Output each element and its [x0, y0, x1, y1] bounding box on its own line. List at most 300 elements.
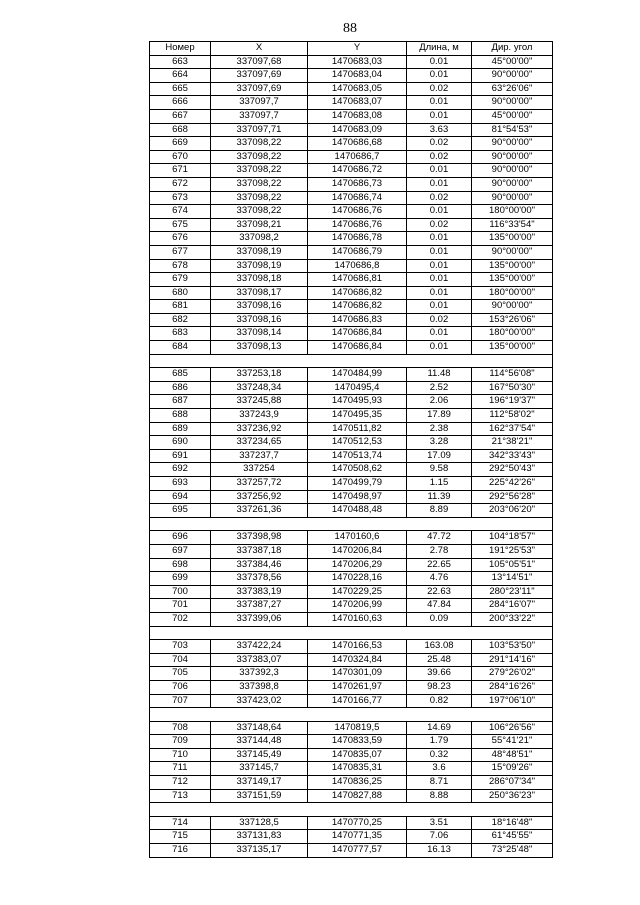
angle-cell: 103°53'50" — [472, 640, 553, 654]
x-cell: 337257,72 — [211, 477, 308, 491]
angle-cell: 191°25'53" — [472, 544, 553, 558]
point-number-cell: 670 — [150, 150, 211, 164]
point-number-cell: 672 — [150, 177, 211, 191]
point-number-cell: 666 — [150, 96, 211, 110]
point-number-cell: 685 — [150, 368, 211, 382]
point-number-cell: 689 — [150, 422, 211, 436]
x-cell: 337128,5 — [211, 816, 308, 830]
length-cell: 3.63 — [407, 123, 472, 137]
length-cell: 0.01 — [407, 205, 472, 219]
table-row — [150, 667, 553, 681]
point-number-cell: 679 — [150, 273, 211, 287]
y-cell: 1470686,76 — [308, 205, 407, 219]
length-cell: 0.02 — [407, 82, 472, 96]
table-row — [150, 844, 553, 858]
point-number-cell: 713 — [150, 789, 211, 803]
length-cell: 0.01 — [407, 341, 472, 355]
table-row — [150, 776, 553, 790]
header-number: Номер — [150, 42, 211, 56]
table-row — [150, 816, 553, 830]
angle-cell: 284°16'07" — [472, 599, 553, 613]
x-cell: 337098,22 — [211, 137, 308, 151]
y-cell: 1470835,07 — [308, 748, 407, 762]
table-row — [150, 789, 553, 803]
table-row — [150, 368, 553, 382]
point-number-cell: 671 — [150, 164, 211, 178]
angle-cell: 292°50'43" — [472, 463, 553, 477]
y-cell: 1470770,25 — [308, 816, 407, 830]
x-cell: 337098,17 — [211, 286, 308, 300]
x-cell: 337097,69 — [211, 69, 308, 83]
group-separator-row — [150, 708, 553, 722]
point-number-cell: 684 — [150, 341, 211, 355]
table-row — [150, 612, 553, 626]
y-cell: 1470686,76 — [308, 218, 407, 232]
angle-cell: 153°26'06" — [472, 313, 553, 327]
x-cell: 337387,18 — [211, 544, 308, 558]
angle-cell: 291°14'16" — [472, 653, 553, 667]
x-cell: 337098,21 — [211, 218, 308, 232]
group-separator-row — [150, 626, 553, 640]
point-number-cell: 715 — [150, 830, 211, 844]
y-cell: 1470498,97 — [308, 490, 407, 504]
angle-cell: 135°00'00" — [472, 259, 553, 273]
table-row — [150, 558, 553, 572]
group-separator-row — [150, 354, 553, 368]
x-cell: 337145,7 — [211, 762, 308, 776]
y-cell: 1470324,84 — [308, 653, 407, 667]
table-row — [150, 585, 553, 599]
angle-cell: 114°56'08" — [472, 368, 553, 382]
table-row — [150, 232, 553, 246]
angle-cell: 90°00'00" — [472, 137, 553, 151]
x-cell: 337097,69 — [211, 82, 308, 96]
angle-cell: 73°25'48" — [472, 844, 553, 858]
x-cell: 337399,06 — [211, 612, 308, 626]
table-row — [150, 150, 553, 164]
angle-cell: 180°00'00" — [472, 205, 553, 219]
x-cell: 337098,13 — [211, 341, 308, 355]
x-cell: 337135,17 — [211, 844, 308, 858]
point-number-cell: 694 — [150, 490, 211, 504]
x-cell: 337131,83 — [211, 830, 308, 844]
y-cell: 1470777,57 — [308, 844, 407, 858]
point-number-cell: 703 — [150, 640, 211, 654]
y-cell: 1470484,99 — [308, 368, 407, 382]
y-cell: 1470513,74 — [308, 449, 407, 463]
point-number-cell: 691 — [150, 449, 211, 463]
table-row — [150, 721, 553, 735]
length-cell: 0.02 — [407, 313, 472, 327]
length-cell: 17.89 — [407, 409, 472, 423]
point-number-cell: 695 — [150, 504, 211, 518]
table-row — [150, 96, 553, 110]
y-cell: 1470686,84 — [308, 341, 407, 355]
y-cell: 1470206,84 — [308, 544, 407, 558]
length-cell: 8.88 — [407, 789, 472, 803]
length-cell: 0.01 — [407, 327, 472, 341]
table-row — [150, 409, 553, 423]
table-row — [150, 341, 553, 355]
angle-cell: 203°06'20" — [472, 504, 553, 518]
x-cell: 337398,98 — [211, 531, 308, 545]
angle-cell: 284°16'26" — [472, 680, 553, 694]
point-number-cell: 701 — [150, 599, 211, 613]
table-row — [150, 504, 553, 518]
table-row — [150, 286, 553, 300]
angle-cell: 90°00'00" — [472, 245, 553, 259]
group-separator-row — [150, 803, 553, 817]
table-row — [150, 69, 553, 83]
angle-cell: 104°18'57" — [472, 531, 553, 545]
point-number-cell: 675 — [150, 218, 211, 232]
angle-cell: 61°45'55" — [472, 830, 553, 844]
angle-cell: 167°50'30" — [472, 381, 553, 395]
length-cell: 8.89 — [407, 504, 472, 518]
table-row — [150, 449, 553, 463]
x-cell: 337392,3 — [211, 667, 308, 681]
x-cell: 337256,92 — [211, 490, 308, 504]
angle-cell: 45°00'00" — [472, 109, 553, 123]
length-cell: 0.01 — [407, 55, 472, 69]
length-cell: 16.13 — [407, 844, 472, 858]
length-cell: 2.38 — [407, 422, 472, 436]
length-cell: 9.58 — [407, 463, 472, 477]
y-cell: 1470228,16 — [308, 572, 407, 586]
y-cell: 1470499,79 — [308, 477, 407, 491]
point-number-cell: 700 — [150, 585, 211, 599]
table-row — [150, 381, 553, 395]
x-cell: 337098,19 — [211, 259, 308, 273]
x-cell: 337422,24 — [211, 640, 308, 654]
angle-cell: 180°00'00" — [472, 286, 553, 300]
length-cell: 11.48 — [407, 368, 472, 382]
y-cell: 1470229,25 — [308, 585, 407, 599]
y-cell: 1470495,93 — [308, 395, 407, 409]
table-row — [150, 164, 553, 178]
point-number-cell: 697 — [150, 544, 211, 558]
angle-cell: 280°23'11" — [472, 585, 553, 599]
y-cell: 1470686,73 — [308, 177, 407, 191]
point-number-cell: 708 — [150, 721, 211, 735]
table-row — [150, 422, 553, 436]
y-cell: 1470166,77 — [308, 694, 407, 708]
x-cell: 337098,2 — [211, 232, 308, 246]
length-cell: 0.09 — [407, 612, 472, 626]
y-cell: 1470686,81 — [308, 273, 407, 287]
point-number-cell: 692 — [150, 463, 211, 477]
x-cell: 337248,34 — [211, 381, 308, 395]
point-number-cell: 663 — [150, 55, 211, 69]
y-cell: 1470495,4 — [308, 381, 407, 395]
y-cell: 1470771,35 — [308, 830, 407, 844]
page-number: 88 — [343, 21, 357, 36]
length-cell: 98.23 — [407, 680, 472, 694]
point-number-cell: 711 — [150, 762, 211, 776]
angle-cell: 135°00'00" — [472, 273, 553, 287]
x-cell: 337234,65 — [211, 436, 308, 450]
angle-cell: 286°07'34" — [472, 776, 553, 790]
header-length: Длина, м — [407, 42, 472, 56]
y-cell: 1470508,62 — [308, 463, 407, 477]
length-cell: 0.02 — [407, 150, 472, 164]
table-row — [150, 137, 553, 151]
length-cell: 0.01 — [407, 245, 472, 259]
angle-cell: 225°42'26" — [472, 477, 553, 491]
point-number-cell: 699 — [150, 572, 211, 586]
table-row — [150, 544, 553, 558]
angle-cell: 105°05'51" — [472, 558, 553, 572]
point-number-cell: 665 — [150, 82, 211, 96]
length-cell: 3.28 — [407, 436, 472, 450]
point-number-cell: 664 — [150, 69, 211, 83]
x-cell: 337098,16 — [211, 313, 308, 327]
x-cell: 337261,36 — [211, 504, 308, 518]
length-cell: 47.72 — [407, 531, 472, 545]
table-row — [150, 55, 553, 69]
separator-cell — [150, 708, 553, 722]
length-cell: 3.6 — [407, 762, 472, 776]
table-row — [150, 748, 553, 762]
point-number-cell: 674 — [150, 205, 211, 219]
y-cell: 1470686,84 — [308, 327, 407, 341]
point-number-cell: 698 — [150, 558, 211, 572]
y-cell: 1470836,25 — [308, 776, 407, 790]
angle-cell: 90°00'00" — [472, 150, 553, 164]
length-cell: 25.48 — [407, 653, 472, 667]
separator-cell — [150, 803, 553, 817]
point-number-cell: 710 — [150, 748, 211, 762]
angle-cell: 200°33'22" — [472, 612, 553, 626]
table-body — [150, 55, 553, 857]
length-cell: 39.66 — [407, 667, 472, 681]
angle-cell: 45°00'00" — [472, 55, 553, 69]
point-number-cell: 688 — [150, 409, 211, 423]
angle-cell: 116°33'54" — [472, 218, 553, 232]
point-number-cell: 706 — [150, 680, 211, 694]
x-cell: 337144,48 — [211, 735, 308, 749]
header-direction-angle: Дир. угол — [472, 42, 553, 56]
x-cell: 337098,19 — [211, 245, 308, 259]
point-number-cell: 680 — [150, 286, 211, 300]
y-cell: 1470301,09 — [308, 667, 407, 681]
x-cell: 337098,22 — [211, 177, 308, 191]
length-cell: 22.63 — [407, 585, 472, 599]
x-cell: 337387,27 — [211, 599, 308, 613]
angle-cell: 250°36'23" — [472, 789, 553, 803]
table-row — [150, 477, 553, 491]
y-cell: 1470683,05 — [308, 82, 407, 96]
length-cell: 0.01 — [407, 286, 472, 300]
angle-cell: 90°00'00" — [472, 96, 553, 110]
point-number-cell: 683 — [150, 327, 211, 341]
point-number-cell: 714 — [150, 816, 211, 830]
length-cell: 0.01 — [407, 109, 472, 123]
header-x: X — [211, 42, 308, 56]
angle-cell: 106°26'56" — [472, 721, 553, 735]
length-cell: 0.01 — [407, 69, 472, 83]
y-cell: 1470686,82 — [308, 286, 407, 300]
x-cell: 337098,22 — [211, 205, 308, 219]
table-row — [150, 572, 553, 586]
y-cell: 1470686,83 — [308, 313, 407, 327]
angle-cell: 90°00'00" — [472, 164, 553, 178]
x-cell: 337097,7 — [211, 96, 308, 110]
angle-cell: 55°41'21" — [472, 735, 553, 749]
angle-cell: 135°00'00" — [472, 232, 553, 246]
y-cell: 1470683,07 — [308, 96, 407, 110]
length-cell: 2.78 — [407, 544, 472, 558]
length-cell: 17.09 — [407, 449, 472, 463]
point-number-cell: 716 — [150, 844, 211, 858]
length-cell: 0.01 — [407, 177, 472, 191]
point-number-cell: 682 — [150, 313, 211, 327]
x-cell: 337098,16 — [211, 300, 308, 314]
x-cell: 337148,64 — [211, 721, 308, 735]
table-row — [150, 218, 553, 232]
length-cell: 1.79 — [407, 735, 472, 749]
x-cell: 337149,17 — [211, 776, 308, 790]
group-separator-row — [150, 517, 553, 531]
y-cell: 1470686,8 — [308, 259, 407, 273]
y-cell: 1470827,88 — [308, 789, 407, 803]
table-row — [150, 245, 553, 259]
point-number-cell: 678 — [150, 259, 211, 273]
point-number-cell: 707 — [150, 694, 211, 708]
separator-cell — [150, 517, 553, 531]
x-cell: 337098,14 — [211, 327, 308, 341]
point-number-cell: 702 — [150, 612, 211, 626]
y-cell: 1470160,6 — [308, 531, 407, 545]
point-number-cell: 669 — [150, 137, 211, 151]
x-cell: 337151,59 — [211, 789, 308, 803]
length-cell: 0.32 — [407, 748, 472, 762]
y-cell: 1470683,08 — [308, 109, 407, 123]
point-number-cell: 690 — [150, 436, 211, 450]
angle-cell: 112°58'02" — [472, 409, 553, 423]
y-cell: 1470512,53 — [308, 436, 407, 450]
table-row — [150, 463, 553, 477]
table-row — [150, 82, 553, 96]
x-cell: 337384,46 — [211, 558, 308, 572]
x-cell: 337098,18 — [211, 273, 308, 287]
y-cell: 1470686,82 — [308, 300, 407, 314]
x-cell: 337243,9 — [211, 409, 308, 423]
length-cell: 2.06 — [407, 395, 472, 409]
angle-cell: 162°37'54" — [472, 422, 553, 436]
point-number-cell: 712 — [150, 776, 211, 790]
separator-cell — [150, 354, 553, 368]
length-cell: 4.76 — [407, 572, 472, 586]
angle-cell: 15°09'26" — [472, 762, 553, 776]
point-number-cell: 676 — [150, 232, 211, 246]
x-cell: 337097,7 — [211, 109, 308, 123]
length-cell: 0.01 — [407, 232, 472, 246]
x-cell: 337423,02 — [211, 694, 308, 708]
table-row — [150, 123, 553, 137]
x-cell: 337254 — [211, 463, 308, 477]
x-cell: 337097,71 — [211, 123, 308, 137]
point-number-cell: 687 — [150, 395, 211, 409]
y-cell: 1470206,29 — [308, 558, 407, 572]
x-cell: 337383,07 — [211, 653, 308, 667]
table-row — [150, 109, 553, 123]
angle-cell: 279°26'02" — [472, 667, 553, 681]
table-row — [150, 694, 553, 708]
y-cell: 1470166,53 — [308, 640, 407, 654]
table-row — [150, 735, 553, 749]
table-row — [150, 531, 553, 545]
y-cell: 1470511,82 — [308, 422, 407, 436]
point-number-cell: 677 — [150, 245, 211, 259]
table-row — [150, 191, 553, 205]
y-cell: 1470261,97 — [308, 680, 407, 694]
length-cell: 0.02 — [407, 191, 472, 205]
y-cell: 1470686,7 — [308, 150, 407, 164]
y-cell: 1470160,63 — [308, 612, 407, 626]
y-cell: 1470683,09 — [308, 123, 407, 137]
x-cell: 337378,56 — [211, 572, 308, 586]
x-cell: 337253,18 — [211, 368, 308, 382]
point-number-cell: 667 — [150, 109, 211, 123]
length-cell: 0.01 — [407, 96, 472, 110]
point-number-cell: 709 — [150, 735, 211, 749]
y-cell: 1470683,04 — [308, 69, 407, 83]
y-cell: 1470686,74 — [308, 191, 407, 205]
table-row — [150, 436, 553, 450]
point-number-cell: 696 — [150, 531, 211, 545]
x-cell: 337098,22 — [211, 150, 308, 164]
point-number-cell: 693 — [150, 477, 211, 491]
y-cell: 1470488,48 — [308, 504, 407, 518]
coordinates-table — [149, 41, 553, 858]
length-cell: 0.01 — [407, 273, 472, 287]
table-row — [150, 205, 553, 219]
y-cell: 1470686,78 — [308, 232, 407, 246]
length-cell: 8.71 — [407, 776, 472, 790]
angle-cell: 197°06'10" — [472, 694, 553, 708]
table-row — [150, 273, 553, 287]
length-cell: 2.52 — [407, 381, 472, 395]
length-cell: 163.08 — [407, 640, 472, 654]
length-cell: 14.69 — [407, 721, 472, 735]
x-cell: 337098,22 — [211, 164, 308, 178]
x-cell: 337145,49 — [211, 748, 308, 762]
table-row — [150, 599, 553, 613]
angle-cell: 135°00'00" — [472, 341, 553, 355]
y-cell: 1470683,03 — [308, 55, 407, 69]
angle-cell: 21°38'21" — [472, 436, 553, 450]
x-cell: 337097,68 — [211, 55, 308, 69]
x-cell: 337236,92 — [211, 422, 308, 436]
length-cell: 22.65 — [407, 558, 472, 572]
angle-cell: 292°56'28" — [472, 490, 553, 504]
length-cell: 0.82 — [407, 694, 472, 708]
table-row — [150, 680, 553, 694]
separator-cell — [150, 626, 553, 640]
x-cell: 337098,22 — [211, 191, 308, 205]
point-number-cell: 673 — [150, 191, 211, 205]
x-cell: 337398,8 — [211, 680, 308, 694]
length-cell: 0.02 — [407, 137, 472, 151]
length-cell: 11.39 — [407, 490, 472, 504]
angle-cell: 90°00'00" — [472, 300, 553, 314]
header-y: Y — [308, 42, 407, 56]
table-row — [150, 300, 553, 314]
length-cell: 3.51 — [407, 816, 472, 830]
length-cell: 1.15 — [407, 477, 472, 491]
table-row — [150, 653, 553, 667]
